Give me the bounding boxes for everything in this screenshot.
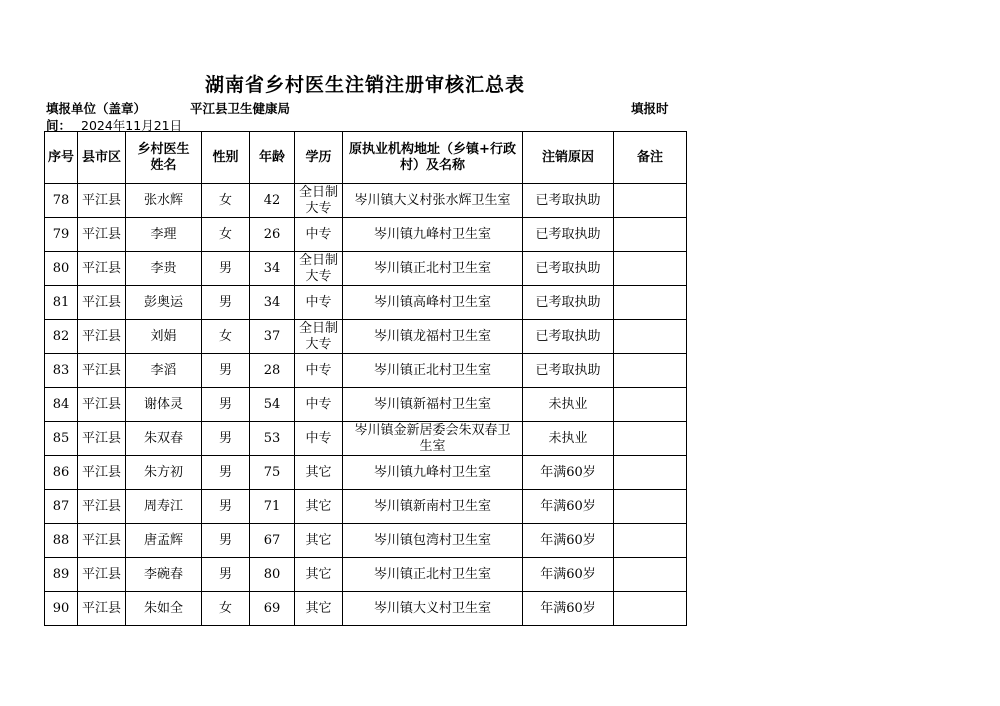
- cell-reason: 年满60岁: [523, 592, 614, 626]
- table-row: [45, 320, 687, 354]
- cell-reason: 未执业: [523, 422, 614, 456]
- cell-gender: 女: [202, 320, 250, 354]
- cell-county: 平江县: [78, 218, 126, 252]
- header-row: [45, 132, 687, 184]
- cell-county: 平江县: [78, 422, 126, 456]
- header-note: 备注: [614, 132, 687, 184]
- cell-edu: 其它: [295, 524, 343, 558]
- cell-address: 岑川镇包湾村卫生室: [343, 524, 523, 558]
- header-reason: 注销原因: [523, 132, 614, 184]
- cell-gender: 男: [202, 252, 250, 286]
- cell-edu: 中专: [295, 286, 343, 320]
- cell-county: 平江县: [78, 456, 126, 490]
- cell-age: 71: [250, 490, 295, 524]
- cell-gender: 女: [202, 184, 250, 218]
- cell-reason: 已考取执助: [523, 218, 614, 252]
- cell-address: 岑川镇九峰村卫生室: [343, 218, 523, 252]
- cell-name: 李碗春: [126, 558, 202, 592]
- summary-table: [44, 131, 687, 626]
- cell-edu: 中专: [295, 422, 343, 456]
- cell-age: 34: [250, 286, 295, 320]
- cell-reason: 已考取执助: [523, 184, 614, 218]
- cell-name: 李贵: [126, 252, 202, 286]
- cell-address: 岑川镇大义村卫生室: [343, 592, 523, 626]
- cell-county: 平江县: [78, 320, 126, 354]
- cell-address: 岑川镇新南村卫生室: [343, 490, 523, 524]
- cell-age: 75: [250, 456, 295, 490]
- cell-note: [614, 592, 687, 626]
- cell-address: 岑川镇九峰村卫生室: [343, 456, 523, 490]
- cell-reason: 已考取执助: [523, 320, 614, 354]
- cell-address: 岑川镇正北村卫生室: [343, 252, 523, 286]
- header-county: 县市区: [78, 132, 126, 184]
- cell-seq: 89: [45, 558, 78, 592]
- cell-reason: 年满60岁: [523, 456, 614, 490]
- table-row: [45, 218, 687, 252]
- cell-county: 平江县: [78, 388, 126, 422]
- cell-edu: 全日制大专: [295, 320, 343, 354]
- cell-edu: 其它: [295, 456, 343, 490]
- cell-reason: 未执业: [523, 388, 614, 422]
- cell-reason: 已考取执助: [523, 286, 614, 320]
- cell-seq: 85: [45, 422, 78, 456]
- cell-note: [614, 422, 687, 456]
- cell-note: [614, 252, 687, 286]
- table-row: [45, 592, 687, 626]
- cell-gender: 男: [202, 354, 250, 388]
- cell-reason: 已考取执助: [523, 354, 614, 388]
- cell-gender: 男: [202, 524, 250, 558]
- cell-note: [614, 320, 687, 354]
- cell-note: [614, 558, 687, 592]
- table-row: [45, 388, 687, 422]
- cell-note: [614, 184, 687, 218]
- cell-county: 平江县: [78, 286, 126, 320]
- cell-age: 42: [250, 184, 295, 218]
- header-seq: 序号: [45, 132, 78, 184]
- cell-age: 80: [250, 558, 295, 592]
- cell-note: [614, 388, 687, 422]
- cell-age: 34: [250, 252, 295, 286]
- cell-age: 26: [250, 218, 295, 252]
- cell-county: 平江县: [78, 252, 126, 286]
- cell-gender: 女: [202, 218, 250, 252]
- cell-age: 37: [250, 320, 295, 354]
- cell-note: [614, 456, 687, 490]
- cell-address: 岑川镇正北村卫生室: [343, 558, 523, 592]
- cell-age: 67: [250, 524, 295, 558]
- cell-name: 周寿江: [126, 490, 202, 524]
- cell-gender: 男: [202, 422, 250, 456]
- cell-county: 平江县: [78, 558, 126, 592]
- table-row: [45, 456, 687, 490]
- cell-name: 唐孟辉: [126, 524, 202, 558]
- cell-note: [614, 524, 687, 558]
- cell-name: 张水辉: [126, 184, 202, 218]
- cell-name: 李理: [126, 218, 202, 252]
- cell-reason: 年满60岁: [523, 524, 614, 558]
- cell-gender: 男: [202, 388, 250, 422]
- cell-name: 谢体灵: [126, 388, 202, 422]
- table-row: [45, 354, 687, 388]
- cell-name: 朱双春: [126, 422, 202, 456]
- cell-county: 平江县: [78, 354, 126, 388]
- header-gender: 性别: [202, 132, 250, 184]
- cell-note: [614, 354, 687, 388]
- cell-name: 李滔: [126, 354, 202, 388]
- cell-gender: 男: [202, 456, 250, 490]
- header-edu: 学历: [295, 132, 343, 184]
- cell-gender: 男: [202, 490, 250, 524]
- cell-seq: 84: [45, 388, 78, 422]
- cell-seq: 78: [45, 184, 78, 218]
- cell-age: 54: [250, 388, 295, 422]
- cell-edu: 全日制大专: [295, 184, 343, 218]
- table-row: [45, 422, 687, 456]
- cell-county: 平江县: [78, 184, 126, 218]
- cell-edu: 全日制大专: [295, 252, 343, 286]
- cell-reason: 已考取执助: [523, 252, 614, 286]
- header-age: 年龄: [250, 132, 295, 184]
- cell-gender: 男: [202, 558, 250, 592]
- table-row: [45, 524, 687, 558]
- header-name: 乡村医生姓名: [126, 132, 202, 184]
- unit-value: 平江县卫生健康局: [190, 101, 291, 116]
- cell-age: 69: [250, 592, 295, 626]
- cell-note: [614, 490, 687, 524]
- cell-age: 28: [250, 354, 295, 388]
- cell-name: 朱方初: [126, 456, 202, 490]
- cell-name: 彭奥运: [126, 286, 202, 320]
- cell-address: 岑川镇高峰村卫生室: [343, 286, 523, 320]
- page-title: 湖南省乡村医生注销注册审核汇总表: [204, 74, 525, 96]
- time-label-a: 填报时: [631, 101, 669, 116]
- cell-seq: 87: [45, 490, 78, 524]
- cell-seq: 86: [45, 456, 78, 490]
- cell-edu: 中专: [295, 388, 343, 422]
- cell-county: 平江县: [78, 592, 126, 626]
- cell-seq: 79: [45, 218, 78, 252]
- cell-gender: 男: [202, 286, 250, 320]
- cell-name: 朱如全: [126, 592, 202, 626]
- table-row: [45, 184, 687, 218]
- cell-seq: 88: [45, 524, 78, 558]
- cell-note: [614, 218, 687, 252]
- cell-seq: 83: [45, 354, 78, 388]
- cell-note: [614, 286, 687, 320]
- cell-address: 岑川镇大义村张水辉卫生室: [343, 184, 523, 218]
- cell-edu: 其它: [295, 592, 343, 626]
- cell-address: 岑川镇新福村卫生室: [343, 388, 523, 422]
- cell-edu: 中专: [295, 354, 343, 388]
- table-row: [45, 252, 687, 286]
- cell-seq: 90: [45, 592, 78, 626]
- cell-gender: 女: [202, 592, 250, 626]
- time-label-b: 间：: [46, 118, 72, 133]
- cell-name: 刘娟: [126, 320, 202, 354]
- table-row: [45, 558, 687, 592]
- cell-edu: 中专: [295, 218, 343, 252]
- cell-edu: 其它: [295, 490, 343, 524]
- cell-address: 岑川镇正北村卫生室: [343, 354, 523, 388]
- cell-reason: 年满60岁: [523, 558, 614, 592]
- unit-label: 填报单位（盖章）: [46, 101, 147, 116]
- cell-address: 岑川镇金新居委会朱双春卫生室: [343, 422, 523, 456]
- cell-edu: 其它: [295, 558, 343, 592]
- cell-county: 平江县: [78, 524, 126, 558]
- cell-seq: 80: [45, 252, 78, 286]
- table-row: [45, 490, 687, 524]
- time-value: 2024年11月21日: [81, 118, 183, 133]
- cell-reason: 年满60岁: [523, 490, 614, 524]
- cell-seq: 81: [45, 286, 78, 320]
- cell-age: 53: [250, 422, 295, 456]
- cell-seq: 82: [45, 320, 78, 354]
- table-row: [45, 286, 687, 320]
- header-address: 原执业机构地址（乡镇+行政村）及名称: [343, 132, 523, 184]
- cell-address: 岑川镇龙福村卫生室: [343, 320, 523, 354]
- cell-county: 平江县: [78, 490, 126, 524]
